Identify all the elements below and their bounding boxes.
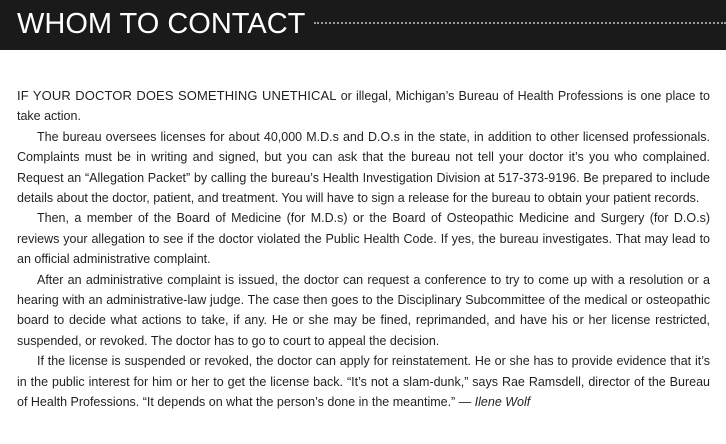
paragraph-4: After an administrative complaint is issued, the doctor can request a conference to try to come up with a resolution or a hearing with an administrative-law judge. The case then goes to the Disciplinary Subcommittee of the medical or osteopathic board to decide what actions to take, if any. He or she may be fined, reprimanded, and have his or her license restricted, suspended, or revoked. The doctor has to go to court to appeal the decision.	[17, 272, 710, 348]
dotted-rule	[314, 22, 726, 24]
section-header	[0, 0, 726, 50]
paragraph-1	[17, 86, 710, 127]
author-byline: Ilene Wolf	[474, 395, 531, 410]
lead-in: IF YOUR DOCTOR DOES SOMETHING UNETHICAL	[17, 88, 337, 103]
paragraph-2: The bureau oversees licenses for about 40,000 M.D.s and D.O.s in the state, in addition to other licensed professionals. Complaints must be in writing and signed, but you can ask that the bureau not tell your doctor it’s you who complained. Request an “Allegation Packet” by calling the bureau’s Health Investigation Division at 517-373-9196. Be prepared to include details about the doctor, patient, and treatment. You will have to sign a release for the bureau to obtain your patient records.	[17, 129, 710, 206]
section-title: WHOM TO CONTACT	[17, 8, 306, 40]
paragraph-3: Then, a member of the Board of Medicine (for M.D.s) or the Board of Osteopathic Medicine and Surgery (for D.O.s) reviews your allegation to see if the doctor violated the Public Health Code. If yes, the bureau investigates. That may lead to an official administrative complaint.	[17, 211, 710, 267]
paragraph-1-text: or illegal, Michigan’s Bureau of Health Professions is one place to take action.	[17, 89, 710, 124]
paragraph-5	[17, 351, 710, 412]
paragraph-5-text: If the license is suspended or revoked, the doctor can apply for reinstatement. He or she has to provide evidence that it’s in the public interest for him or her to get the license back. “It’s not a slam-dunk,” says Rae Ramsdell, director of the Bureau of Health Professions. “It depends on what the person’s done in the meantime.” —	[17, 354, 710, 410]
article-body	[17, 86, 710, 413]
